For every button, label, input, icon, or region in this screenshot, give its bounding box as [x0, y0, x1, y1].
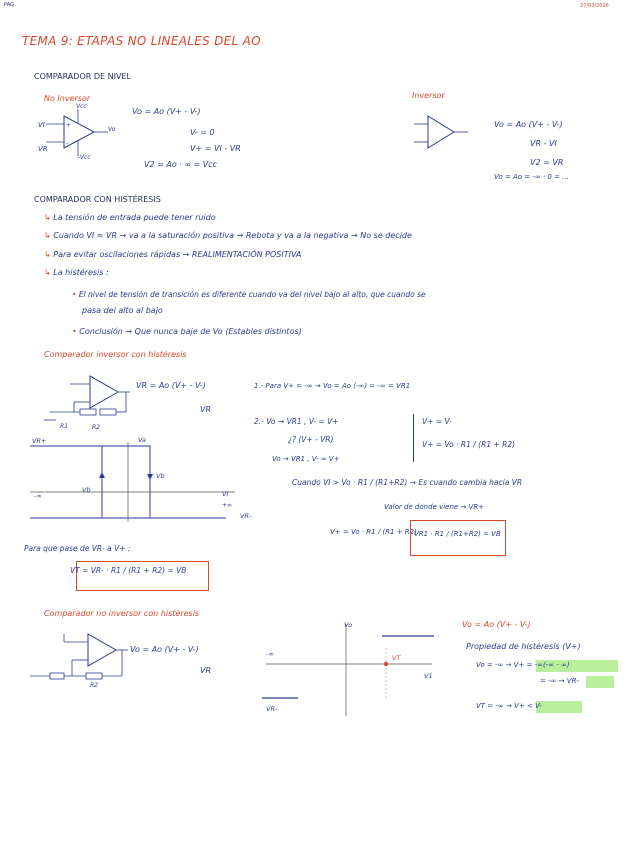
step-2c: Vo → VR1 , V- ≈ V+ — [272, 455, 340, 463]
graph1-neg-inf: -∞ — [34, 492, 42, 500]
graph2-vo: Vo — [344, 621, 353, 629]
eq-inv-4: V2 = Ao · ∞ = Vcc — [144, 160, 218, 169]
svg-text:+: + — [66, 122, 72, 129]
eq-inv-hist-main2: VR — [200, 405, 212, 414]
valor-text: Valor de donde viene → VR+ — [384, 503, 485, 511]
highlight-3 — [536, 701, 582, 713]
opamp-diagram-inversor — [406, 110, 478, 158]
sub-bullet-nivel: • El nivel de tensión de transición es diferente cuando va del nivel bajo al alto, que cuando se — [72, 290, 426, 299]
label-r2-inv-hist: R2 — [92, 424, 100, 431]
opamp-diagram-inv-hist — [30, 368, 140, 430]
system-eq-2: V+ = Vo · R1 / (R1 + R2) — [422, 440, 516, 449]
boxed-eq-2: VT = VR- · R1 / (R1 + R2) = VB — [70, 566, 187, 575]
step-2a: 2.- Vo → VR1 , V- = V+ — [254, 417, 339, 426]
sub-bullet-conclusion: • Conclusión → Que nunca baje de Vo (Estables distintos) — [72, 327, 302, 336]
label-vcc-1: Vcc — [76, 103, 87, 110]
graph2-vr-minus: VR- — [266, 705, 278, 713]
eq-inv-1: Vo = Ao (V+ - V-) — [132, 107, 201, 116]
graph2-neg-inf: -∞ — [266, 650, 274, 658]
label-r2-no-inv-hist: R2 — [90, 682, 98, 689]
boxed-eq-right: VR1 · R1 / (R1+R2) = VB — [414, 530, 501, 538]
section-heading-comparador-nivel: COMPARADOR DE NIVEL — [34, 72, 131, 81]
subheading-inversor: Inversor — [412, 91, 445, 100]
bullet-cuando: ↳ Cuando VI ≈ VR → va a la saturación positiva → Rebota y va a la negativa → No se decide — [44, 231, 412, 240]
step-1: 1.- Para V+ = -∞ → Vo = Ao (-∞) = -∞ = VR1 — [254, 382, 411, 390]
graph1-vb: Vb — [156, 472, 165, 480]
bullet-histeresis: ↳ La histéresis : — [44, 268, 109, 277]
section-heading-histeresis: COMPARADOR CON HISTÉRESIS — [34, 195, 161, 204]
eq-right-4: Vo = Ao = -∞ · 0 = ... — [494, 173, 569, 181]
hysteresis-graph-no-inversor — [262, 618, 442, 718]
eq-no-inv-hist-main2: VR — [200, 666, 212, 675]
graph2-vt: VT — [392, 654, 401, 662]
sub-bullet-nivel-cont: pasa del alto al bajo — [82, 306, 163, 315]
bullet-ruido: ↳ La tensión de entrada puede tener ruido — [44, 213, 216, 222]
subheading-inversor-histeresis: Comparador inversor con histéresis — [44, 350, 187, 359]
label-r1-inv-hist: R1 — [60, 423, 68, 430]
right-eq-5: VT = -∞ → V+ < V- — [476, 702, 542, 710]
system-eq-1: V+ = V- — [422, 417, 452, 426]
eq-no-inv-hist-main: Vo = Ao (V+ - V-) — [130, 645, 199, 654]
svg-text:-: - — [66, 140, 69, 147]
opamp-diagram-no-inv-hist — [24, 624, 144, 696]
graph1-vr-plus: VR+ — [32, 437, 47, 445]
eq-right-2: VR - VI — [530, 139, 557, 148]
page-label: PAG — [4, 2, 14, 8]
graph1-pos-inf: +∞ — [222, 502, 233, 509]
graph1-x-label: VI — [222, 490, 229, 498]
step-2b: ¿? (V+ - VR) — [288, 435, 334, 444]
right-eq-2: Propiedad de histéresis (V+) — [466, 642, 581, 651]
para-que-text: Para que pase de VR- a V+ : — [24, 544, 131, 553]
boxed-eq-left: V+ = Vo · R1 / (R1 + R2) — [330, 528, 417, 536]
right-eq-1: Vo = Ao (V+ - V-) — [462, 620, 531, 629]
label-vo-1: Vo — [108, 126, 116, 133]
graph1-va: Va — [138, 436, 147, 444]
right-eq-4: = -∞ → VR- — [540, 677, 579, 685]
eq-inv-2: V- = 0 — [190, 128, 215, 137]
label-vi-1: VI — [38, 121, 45, 129]
hysteresis-graph-inversor — [30, 432, 270, 524]
page-title: TEMA 9: ETAPAS NO LINEALES DEL AO — [22, 34, 261, 48]
label-vee-1: -Vcc — [78, 154, 91, 161]
eq-inv-hist-main: VR = Ao (V+ - V-) — [136, 381, 206, 390]
highlight-2 — [586, 676, 614, 688]
page-date: 27/03/2016 — [580, 3, 609, 9]
graph1-vr-minus: VR- — [240, 512, 252, 520]
graph1-vb-axis: Vb — [82, 486, 91, 494]
graph2-v1: V1 — [424, 672, 433, 680]
right-eq-3: Vo = -∞ → V+ = -∞(-∞ - ∞) — [476, 661, 570, 669]
subheading-no-inversor-histeresis: Comparador no inversor con histéresis — [44, 609, 200, 618]
eq-right-1: Vo = Ao (V+ - V-) — [494, 120, 563, 129]
eq-right-3: V2 = VR — [530, 158, 564, 167]
subheading-no-inversor: No Inversor — [44, 94, 91, 103]
boxed-result-1 — [410, 520, 506, 556]
eq-inv-3: V+ = VI - VR — [190, 144, 241, 153]
bullet-evitar: ↳ Para evitar oscilaciones rápidas → REALIMENTACIÓN POSITIVA — [44, 250, 302, 259]
label-vr-1: VR — [38, 145, 48, 153]
cuando-text: Cuando VI > Vo · R1 / (R1+R2) → Es cuando cambia hacia VR — [292, 478, 523, 487]
system-brace — [413, 414, 414, 462]
